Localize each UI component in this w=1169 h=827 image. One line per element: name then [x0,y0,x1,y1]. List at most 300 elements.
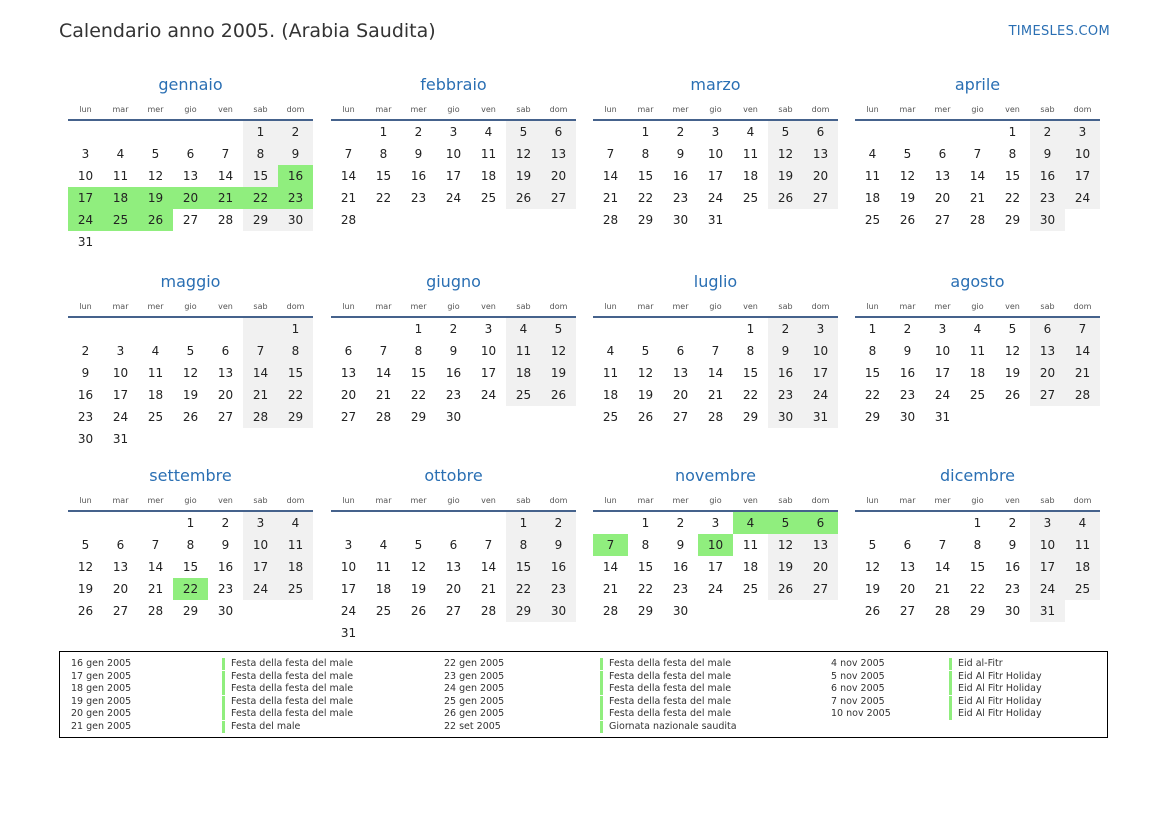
legend-date: 24 gen 2005 [444,683,505,695]
day-cell: 7 [973,147,982,161]
day-cell: 16 [1030,165,1065,187]
weekday-label: ven [1005,302,1020,311]
weekday-label: ven [481,302,496,311]
day-cell: 13 [445,560,462,574]
holiday-day-cell: 16 [278,165,313,187]
month-name: maggio [160,272,221,291]
day-cell: 24 [1030,578,1065,600]
day-cell: 9 [541,534,576,556]
day-cell: 27 [340,410,357,424]
weekday-label: sab [253,496,268,505]
day-cell: 11 [742,147,759,161]
day-cell: 24 [934,388,951,402]
month-dicembre [855,466,1100,656]
weekday-label: lun [342,302,355,311]
weekday-label: ven [218,496,233,505]
month-settembre [68,466,313,656]
day-cell: 19 [410,582,427,596]
day-cell: 12 [506,143,541,165]
legend-holiday-name: Festa della festa del male [600,671,731,683]
day-cell: 14 [969,169,986,183]
day-cell: 29 [410,410,427,424]
day-cell: 3 [243,512,278,534]
month-marzo [593,75,838,265]
day-cell: 8 [414,344,423,358]
weekday-label: mer [147,496,164,505]
day-cell: 13 [899,560,916,574]
day-cell: 25 [147,410,164,424]
day-cell: 10 [1065,143,1100,165]
day-cell: 8 [243,143,278,165]
day-cell: 2 [1008,516,1017,530]
weekday-label: dom [811,105,830,114]
legend-date: 7 nov 2005 [831,695,885,707]
day-cell: 11 [969,344,986,358]
day-cell: 14 [147,560,164,574]
day-cell: 21 [480,582,497,596]
day-cell: 12 [77,560,94,574]
day-cell: 21 [602,191,619,205]
weekday-label: gio [709,496,722,505]
day-cell: 18 [742,560,759,574]
weekday-label: mar [112,302,129,311]
day-cell: 17 [934,366,951,380]
day-cell: 31 [934,410,951,424]
day-cell: 24 [1065,187,1100,209]
day-cell: 19 [1004,366,1021,380]
day-cell: 4 [484,125,493,139]
month-name: luglio [693,272,738,291]
day-cell: 8 [868,344,877,358]
holiday-day-cell: 22 [173,578,208,600]
month-gennaio [68,75,313,265]
day-cell: 17 [803,362,838,384]
day-cell: 16 [672,169,689,183]
day-cell: 23 [541,578,576,600]
day-cell: 27 [445,604,462,618]
legend-holiday-name: Eid Al Fitr Holiday [949,708,1042,720]
day-cell: 9 [1030,143,1065,165]
weekday-label: ven [481,105,496,114]
legend-holiday-name: Festa della festa del male [600,658,731,670]
day-cell: 4 [973,322,982,336]
day-cell: 30 [77,432,94,446]
day-cell: 4 [606,344,615,358]
weekday-label: gio [184,302,197,311]
month-name: agosto [950,272,1005,291]
day-cell: 27 [803,578,838,600]
weekday-label: lun [866,302,879,311]
day-cell: 1 [379,125,388,139]
day-cell: 26 [541,384,576,406]
weekend-blank-cell [243,318,278,340]
day-cell: 17 [340,582,357,596]
legend-holiday-name: Festa della festa del male [222,696,353,708]
day-cell: 4 [506,318,541,340]
weekday-label: mar [375,496,392,505]
day-cell: 9 [81,366,90,380]
day-cell: 3 [449,125,458,139]
day-cell: 26 [1004,388,1021,402]
day-cell: 17 [1065,165,1100,187]
month-name: febbraio [420,75,487,94]
day-cell: 23 [672,191,689,205]
day-cell: 15 [742,366,759,380]
day-cell: 21 [375,388,392,402]
day-cell: 20 [934,191,951,205]
weekday-label: mar [637,496,654,505]
day-cell: 30 [672,213,689,227]
day-cell: 13 [112,560,129,574]
day-cell: 7 [938,538,947,552]
day-cell: 10 [340,560,357,574]
page-title: Calendario anno 2005. (Arabia Saudita) [59,20,436,42]
day-cell: 19 [768,165,803,187]
weekday-label: mer [934,105,951,114]
weekday-label: sab [253,105,268,114]
weekday-label: mar [899,302,916,311]
day-cell: 28 [602,604,619,618]
day-cell: 30 [217,604,234,618]
day-cell: 22 [637,582,654,596]
day-cell: 3 [344,538,353,552]
legend-date: 22 gen 2005 [444,658,505,669]
day-cell: 17 [243,556,278,578]
month-giugno [331,272,576,462]
day-cell: 23 [672,582,689,596]
day-cell: 22 [864,388,881,402]
legend-date: 5 nov 2005 [831,670,885,682]
day-cell: 2 [1030,121,1065,143]
holiday-day-cell: 5 [768,512,803,534]
legend-date: 26 gen 2005 [444,708,505,720]
legend-holiday-name: Festa della festa del male [222,658,353,670]
weekday-label: mer [672,496,689,505]
day-cell: 16 [672,560,689,574]
day-cell: 15 [969,560,986,574]
day-cell: 6 [803,121,838,143]
day-cell: 19 [899,191,916,205]
day-cell: 3 [1030,512,1065,534]
day-cell: 16 [445,366,462,380]
day-cell: 27 [1030,384,1065,406]
brand-link[interactable]: TIMESLES.COM [1008,24,1110,39]
day-cell: 3 [484,322,493,336]
day-cell: 21 [1065,362,1100,384]
month-febbraio [331,75,576,265]
day-cell: 28 [602,213,619,227]
day-cell: 8 [379,147,388,161]
day-cell: 20 [445,582,462,596]
legend-date: 20 gen 2005 [71,708,132,720]
day-cell: 13 [934,169,951,183]
weekday-label: dom [1073,302,1092,311]
weekday-label: mer [410,105,427,114]
day-cell: 18 [147,388,164,402]
weekday-label: ven [218,105,233,114]
day-cell: 17 [707,560,724,574]
day-cell: 16 [541,556,576,578]
day-cell: 26 [506,187,541,209]
day-cell: 29 [506,600,541,622]
legend-date: 16 gen 2005 [71,658,132,669]
day-cell: 5 [414,538,423,552]
day-cell: 20 [803,556,838,578]
day-cell: 29 [637,604,654,618]
weekday-label: dom [549,105,568,114]
day-cell: 5 [768,121,803,143]
day-cell: 20 [112,582,129,596]
weekday-label: sab [778,105,793,114]
day-cell: 1 [506,512,541,534]
day-cell: 25 [278,578,313,600]
day-cell: 31 [112,432,129,446]
day-cell: 28 [934,604,951,618]
day-cell: 14 [217,169,234,183]
day-cell: 17 [1030,556,1065,578]
day-cell: 5 [541,318,576,340]
day-cell: 18 [742,169,759,183]
day-cell: 14 [243,362,278,384]
weekday-label: lun [342,105,355,114]
weekday-label: dom [286,105,305,114]
day-cell: 7 [151,538,160,552]
day-cell: 21 [602,582,619,596]
day-cell: 28 [147,604,164,618]
weekday-label: sab [1040,302,1055,311]
day-cell: 12 [768,534,803,556]
holiday-day-cell: 20 [173,187,208,209]
day-cell: 23 [1030,187,1065,209]
day-cell: 18 [506,362,541,384]
day-cell: 22 [637,191,654,205]
day-cell: 18 [375,582,392,596]
day-cell: 12 [182,366,199,380]
day-cell: 11 [480,147,497,161]
legend-holiday-name: Eid al-Fitr [949,658,1003,670]
weekday-label: ven [218,302,233,311]
day-cell: 3 [711,125,720,139]
day-cell: 29 [182,604,199,618]
day-cell: 30 [672,604,689,618]
day-cell: 14 [340,169,357,183]
holiday-day-cell: 4 [733,512,768,534]
day-cell: 11 [602,366,619,380]
weekday-label: dom [549,496,568,505]
day-cell: 22 [410,388,427,402]
day-cell: 9 [903,344,912,358]
month-name: ottobre [424,466,483,485]
day-cell: 12 [410,560,427,574]
holiday-day-cell: 22 [243,187,278,209]
weekday-label: gio [184,105,197,114]
day-cell: 14 [480,560,497,574]
day-cell: 29 [637,213,654,227]
holiday-day-cell: 6 [803,512,838,534]
weekday-label: ven [743,496,758,505]
weekday-label: sab [516,496,531,505]
day-cell: 30 [541,600,576,622]
day-cell: 10 [707,147,724,161]
day-cell: 2 [414,125,423,139]
day-cell: 21 [934,582,951,596]
day-cell: 9 [449,344,458,358]
day-cell: 2 [541,512,576,534]
weekday-label: dom [286,496,305,505]
day-cell: 24 [803,384,838,406]
day-cell: 25 [602,410,619,424]
weekday-label: mar [637,105,654,114]
legend-holiday-name: Giornata nazionale saudita [600,721,737,733]
day-cell: 1 [868,322,877,336]
day-cell: 7 [711,344,720,358]
day-cell: 13 [182,169,199,183]
day-cell: 14 [602,560,619,574]
day-cell: 27 [803,187,838,209]
day-cell: 15 [864,366,881,380]
day-cell: 2 [81,344,90,358]
day-cell: 15 [637,560,654,574]
day-cell: 3 [803,318,838,340]
day-cell: 16 [217,560,234,574]
weekday-label: lun [604,302,617,311]
day-cell: 8 [641,147,650,161]
weekday-label: mar [899,496,916,505]
day-cell: 18 [480,169,497,183]
day-cell: 8 [506,534,541,556]
day-cell: 2 [221,516,230,530]
day-cell: 27 [541,187,576,209]
legend-date: 22 set 2005 [444,721,501,732]
day-cell: 16 [899,366,916,380]
day-cell: 18 [1065,556,1100,578]
day-cell: 31 [340,626,357,640]
day-cell: 25 [1065,578,1100,600]
day-cell: 19 [864,582,881,596]
day-cell: 8 [186,538,195,552]
day-cell: 24 [707,191,724,205]
day-cell: 1 [278,318,313,340]
day-cell: 24 [445,191,462,205]
day-cell: 6 [116,538,125,552]
day-cell: 18 [864,191,881,205]
day-cell: 6 [541,121,576,143]
weekday-label: lun [866,105,879,114]
weekday-label: lun [342,496,355,505]
weekday-label: lun [604,496,617,505]
day-cell: 27 [934,213,951,227]
day-cell: 8 [278,340,313,362]
month-name: settembre [149,466,232,485]
weekday-label: sab [1040,496,1055,505]
day-cell: 28 [243,406,278,428]
day-cell: 9 [221,538,230,552]
weekday-label: dom [811,496,830,505]
day-cell: 23 [77,410,94,424]
day-cell: 20 [672,388,689,402]
day-cell: 29 [278,406,313,428]
day-cell: 4 [746,125,755,139]
day-cell: 13 [803,143,838,165]
holiday-day-cell: 24 [68,209,103,231]
day-cell: 5 [641,344,650,358]
weekday-label: mer [934,496,951,505]
day-cell: 11 [147,366,164,380]
day-cell: 20 [803,165,838,187]
day-cell: 19 [506,165,541,187]
day-cell: 22 [742,388,759,402]
holiday-legend [59,651,1108,738]
day-cell: 3 [116,344,125,358]
day-cell: 12 [541,340,576,362]
day-cell: 17 [445,169,462,183]
day-cell: 28 [1065,384,1100,406]
day-cell: 6 [1030,318,1065,340]
legend-date: 6 nov 2005 [831,683,885,695]
day-cell: 27 [182,213,199,227]
day-cell: 10 [803,340,838,362]
day-cell: 24 [340,604,357,618]
holiday-day-cell: 23 [278,187,313,209]
weekday-label: sab [1040,105,1055,114]
month-novembre [593,466,838,656]
day-cell: 15 [243,165,278,187]
day-cell: 11 [278,534,313,556]
day-cell: 23 [217,582,234,596]
day-cell: 22 [506,578,541,600]
weekday-label: gio [447,496,460,505]
day-cell: 16 [77,388,94,402]
day-cell: 23 [445,388,462,402]
holiday-day-cell: 19 [138,187,173,209]
weekday-label: ven [743,105,758,114]
day-cell: 21 [707,388,724,402]
day-cell: 27 [899,604,916,618]
day-cell: 15 [278,362,313,384]
month-ottobre [331,466,576,656]
day-cell: 21 [243,384,278,406]
holiday-day-cell: 21 [208,187,243,209]
day-cell: 9 [676,147,685,161]
day-cell: 5 [868,538,877,552]
day-cell: 29 [742,410,759,424]
day-cell: 12 [1004,344,1021,358]
day-cell: 26 [77,604,94,618]
legend-date: 17 gen 2005 [71,670,132,682]
day-cell: 30 [1030,209,1065,231]
day-cell: 15 [637,169,654,183]
weekday-label: mer [672,105,689,114]
day-cell: 13 [217,366,234,380]
legend-holiday-name: Festa della festa del male [222,683,353,695]
weekday-label: sab [253,302,268,311]
day-cell: 14 [707,366,724,380]
day-cell: 22 [278,384,313,406]
weekday-label: ven [1005,496,1020,505]
day-cell: 14 [1065,340,1100,362]
day-cell: 9 [1008,538,1017,552]
holiday-day-cell: 17 [68,187,103,209]
day-cell: 23 [410,191,427,205]
weekday-label: mar [112,105,129,114]
day-cell: 2 [449,322,458,336]
day-cell: 30 [1004,604,1021,618]
day-cell: 28 [480,604,497,618]
legend-date: 23 gen 2005 [444,670,505,682]
day-cell: 14 [375,366,392,380]
day-cell: 29 [864,410,881,424]
day-cell: 2 [676,125,685,139]
